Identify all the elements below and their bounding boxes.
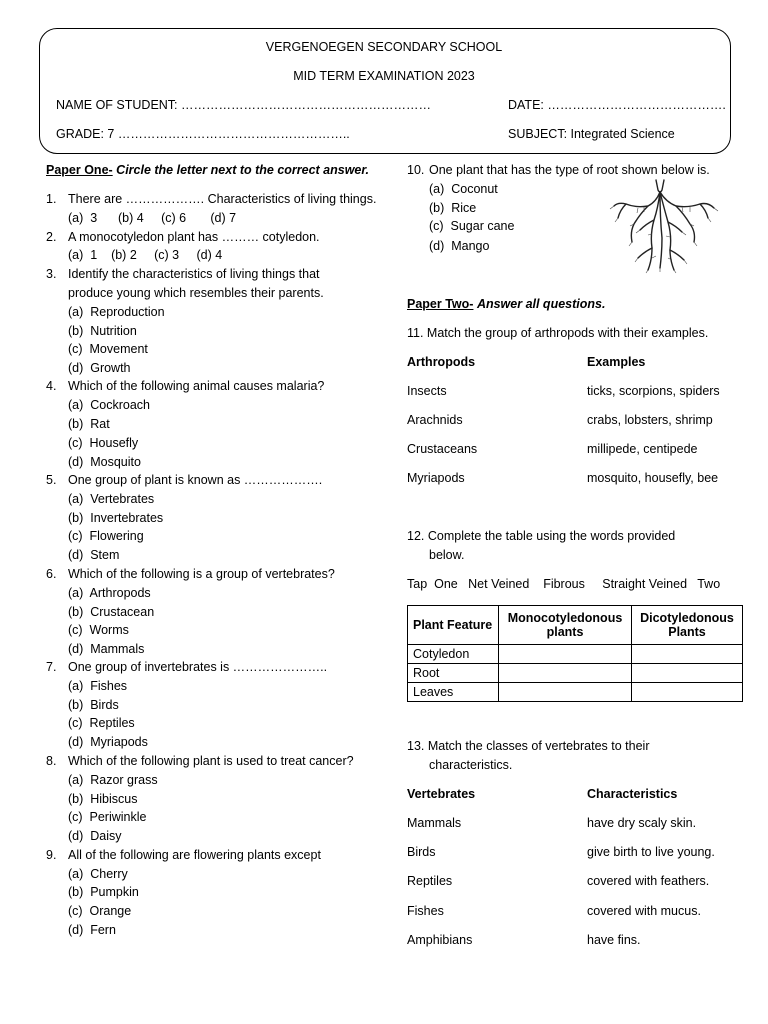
q6-number: 6.	[46, 567, 57, 581]
q6-option-d: (d) Mammals	[68, 642, 145, 656]
table-row	[408, 683, 743, 702]
q13-col-characteristics: Characteristics	[587, 787, 678, 801]
q8-option-b: (b) Hibiscus	[68, 792, 138, 806]
q13-item-right: have fins.	[587, 933, 641, 947]
q5-option-c: (c) Flowering	[68, 529, 144, 543]
q10-option-a: (a) Coconut	[429, 182, 498, 196]
q4-number: 4.	[46, 379, 57, 393]
q10-option-c: (c) Sugar cane	[429, 219, 515, 233]
q5-option-b: (b) Invertebrates	[68, 511, 164, 525]
q11-text: 11. Match the group of arthropods with their examples.	[407, 326, 709, 340]
exam-title: MID TERM EXAMINATION 2023	[293, 69, 475, 83]
q5-number: 5.	[46, 473, 57, 487]
q10-option-d: (d) Mango	[429, 239, 490, 253]
q12-text-cont: below.	[429, 548, 465, 562]
table-header-cell: Monocotyledonous plants	[499, 606, 632, 645]
paper-one-heading	[46, 163, 369, 177]
q3-number: 3.	[46, 267, 57, 281]
answer-cell[interactable]	[499, 664, 632, 683]
q1-text: There are ………………. Characteristics of living things.	[68, 192, 377, 206]
q9-option-b: (b) Pumpkin	[68, 885, 139, 899]
paper-two-title: Paper Two-	[407, 297, 474, 311]
q13-item-left: Fishes	[407, 904, 444, 918]
q7-option-d: (d) Myriapods	[68, 735, 148, 749]
q9-option-a: (a) Cherry	[68, 867, 128, 881]
q11-item-right: millipede, centipede	[587, 442, 698, 456]
q8-option-d: (d) Daisy	[68, 829, 122, 843]
q13-item-right: have dry scaly skin.	[587, 816, 697, 830]
paper-two-heading	[407, 297, 605, 311]
q9-text: All of the following are flowering plants except	[68, 848, 321, 862]
table-row-label: Leaves	[408, 683, 499, 702]
q11-item-left: Insects	[407, 384, 447, 398]
answer-cell[interactable]	[499, 645, 632, 664]
grade-field: GRADE: 7 ………………………………………………..	[56, 127, 350, 141]
q13-item-right: covered with mucus.	[587, 904, 701, 918]
paper-two-instruction: Answer all questions.	[476, 297, 606, 311]
q8-number: 8.	[46, 754, 57, 768]
q2-text: A monocotyledon plant has ……… cotyledon.	[68, 230, 320, 244]
q12-text: 12. Complete the table using the words provided	[407, 529, 676, 543]
q8-text: Which of the following plant is used to treat cancer?	[68, 754, 354, 768]
q13-text-cont: characteristics.	[429, 758, 513, 772]
q9-option-c: (c) Orange	[68, 904, 132, 918]
q4-text: Which of the following animal causes malaria?	[68, 379, 325, 393]
answer-cell[interactable]	[632, 645, 743, 664]
q13-item-right: give birth to live young.	[587, 845, 715, 859]
q10-option-b: (b) Rice	[429, 201, 477, 215]
q10-number: 10.	[407, 163, 425, 177]
fibrous-root-illustration	[608, 178, 720, 274]
q1-number: 1.	[46, 192, 57, 206]
q2-options: (a) 1 (b) 2 (c) 3 (d) 4	[68, 248, 223, 262]
q3-text: Identify the characteristics of living things that	[68, 267, 320, 281]
q3-option-c: (c) Movement	[68, 342, 148, 356]
q11-col-examples: Examples	[587, 355, 646, 369]
q11-item-right: crabs, lobsters, shrimp	[587, 413, 713, 427]
q4-option-a: (a) Cockroach	[68, 398, 150, 412]
q6-option-b: (b) Crustacean	[68, 605, 155, 619]
q6-option-c: (c) Worms	[68, 623, 129, 637]
student-name-field: NAME OF STUDENT: ……………………………………………………	[56, 98, 432, 112]
q9-number: 9.	[46, 848, 57, 862]
q13-col-vertebrates: Vertebrates	[407, 787, 476, 801]
q8-option-a: (a) Razor grass	[68, 773, 158, 787]
q11-item-left: Crustaceans	[407, 442, 478, 456]
q3-option-d: (d) Growth	[68, 361, 131, 375]
table-header-cell: Dicotyledonous Plants	[632, 606, 743, 645]
q2-number: 2.	[46, 230, 57, 244]
subject-field: SUBJECT: Integrated Science	[508, 127, 675, 141]
answer-cell[interactable]	[632, 683, 743, 702]
q11-item-right: ticks, scorpions, spiders	[587, 384, 720, 398]
table-header-row	[408, 606, 743, 645]
answer-cell[interactable]	[499, 683, 632, 702]
table-row-label: Cotyledon	[408, 645, 499, 664]
q11-item-left: Arachnids	[407, 413, 463, 427]
q3-option-a: (a) Reproduction	[68, 305, 165, 319]
q11-item-left: Myriapods	[407, 471, 465, 485]
q13-item-left: Reptiles	[407, 874, 453, 888]
q7-number: 7.	[46, 660, 57, 674]
q13-item-left: Amphibians	[407, 933, 473, 947]
table-row-label: Root	[408, 664, 499, 683]
q3-option-b: (b) Nutrition	[68, 324, 137, 338]
q7-option-b: (b) Birds	[68, 698, 119, 712]
date-field: DATE: …………………………………….	[508, 98, 726, 112]
q5-option-d: (d) Stem	[68, 548, 120, 562]
q13-text: 13. Match the classes of vertebrates to their	[407, 739, 650, 753]
q13-item-left: Birds	[407, 845, 436, 859]
q6-text: Which of the following is a group of vertebrates?	[68, 567, 335, 581]
q5-option-a: (a) Vertebrates	[68, 492, 155, 506]
q9-option-d: (d) Fern	[68, 923, 116, 937]
q1-options: (a) 3 (b) 4 (c) 6 (d) 7	[68, 211, 237, 225]
q11-item-right: mosquito, housefly, bee	[587, 471, 719, 485]
q12-word-bank: Tap One Net Veined Fibrous Straight Veined Two	[407, 577, 721, 591]
q8-option-c: (c) Periwinkle	[68, 810, 147, 824]
q5-text: One group of plant is known as ……………….	[68, 473, 323, 487]
q7-text: One group of invertebrates is …………………..	[68, 660, 328, 674]
school-name: VERGENOEGEN SECONDARY SCHOOL	[265, 40, 503, 54]
q13-item-right: covered with feathers.	[587, 874, 710, 888]
q4-option-c: (c) Housefly	[68, 436, 139, 450]
q7-option-a: (a) Fishes	[68, 679, 128, 693]
plant-feature-table	[407, 605, 743, 702]
q13-item-left: Mammals	[407, 816, 462, 830]
table-row	[408, 664, 743, 683]
q10-text: One plant that has the type of root shown below is.	[429, 163, 710, 177]
q6-option-a: (a) Arthropods	[68, 586, 151, 600]
paper-one-instruction: Circle the letter next to the correct answer.	[116, 163, 370, 177]
answer-cell[interactable]	[632, 664, 743, 683]
q11-col-arthropods: Arthropods	[407, 355, 476, 369]
q7-option-c: (c) Reptiles	[68, 716, 135, 730]
q3-text-cont: produce young which resembles their parents.	[68, 286, 324, 300]
table-header-cell: Plant Feature	[408, 606, 499, 645]
paper-one-title: Paper One-	[46, 163, 113, 177]
table-row	[408, 645, 743, 664]
q4-option-d: (d) Mosquito	[68, 455, 141, 469]
q4-option-b: (b) Rat	[68, 417, 110, 431]
